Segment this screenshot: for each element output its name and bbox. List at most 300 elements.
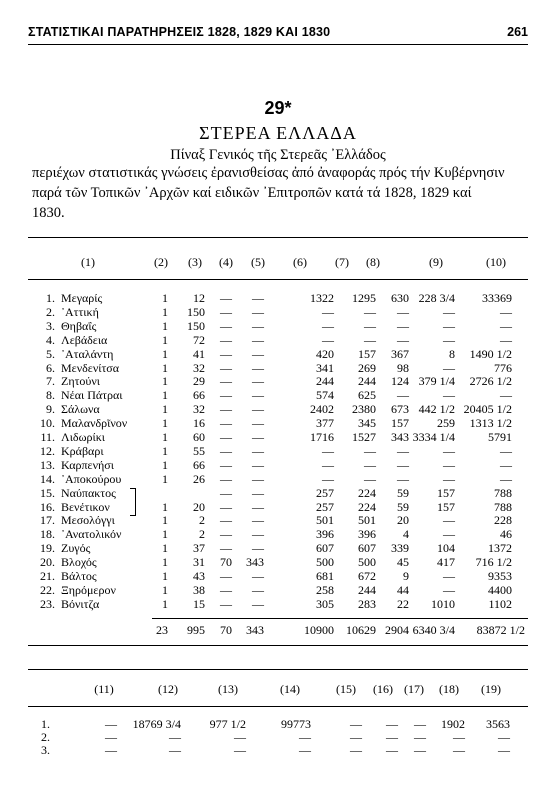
col-3: 66 <box>193 458 205 472</box>
col-3: 37 <box>193 541 205 555</box>
row-number: 12. <box>40 444 55 458</box>
col-2: 1 <box>162 583 168 597</box>
col-6: 341 <box>316 361 334 375</box>
col-4: — <box>220 291 232 305</box>
row-number: 5. <box>46 347 55 361</box>
col-7: 625 <box>358 388 376 402</box>
col-2: 1 <box>162 374 168 388</box>
col-6: — <box>322 472 334 486</box>
col-8: 22 <box>397 597 409 611</box>
col-10: 5791 <box>488 430 512 444</box>
row-number: 1. <box>46 291 55 305</box>
col-6: 2402 <box>310 402 334 416</box>
col-3: 29 <box>193 374 205 388</box>
col-17: — <box>414 743 426 757</box>
col-3: 31 <box>193 555 205 569</box>
col-9: — <box>443 583 455 597</box>
column-header: (13) <box>218 682 238 696</box>
column-header: (7) <box>335 255 349 269</box>
col-12: — <box>169 743 181 757</box>
col-15: — <box>350 730 362 744</box>
intro-line: περιέχων στατιστικάς γνώσεις ἐρανισθείσας ἀπό ἀναφοράς πρός τήν Κυβέρνησιν <box>32 165 505 181</box>
col-4: — <box>220 458 232 472</box>
col-10: — <box>500 388 512 402</box>
col-11: — <box>105 717 117 731</box>
col-3: 150 <box>187 319 205 333</box>
column-header: (11) <box>94 682 114 696</box>
col-8: 124 <box>391 374 409 388</box>
row-number: 3. <box>41 743 50 757</box>
total-value: 2904 <box>385 623 409 637</box>
col-10: 33369 <box>482 291 512 305</box>
col-10: — <box>500 305 512 319</box>
total-value: 995 <box>187 623 205 637</box>
brace-mark <box>130 488 136 516</box>
col-7: 224 <box>358 486 376 500</box>
col-8: — <box>397 333 409 347</box>
col-2: 1 <box>162 555 168 569</box>
col-5: — <box>252 319 264 333</box>
col-7: 396 <box>358 527 376 541</box>
row-number: 3. <box>46 319 55 333</box>
col-5: — <box>252 597 264 611</box>
col-4: — <box>220 361 232 375</box>
col-5: — <box>252 541 264 555</box>
col-5: — <box>252 583 264 597</box>
table1-top-rule <box>28 237 528 238</box>
col-13: — <box>234 743 246 757</box>
col-7: 269 <box>358 361 376 375</box>
col-18: — <box>453 730 465 744</box>
place-name: ᾿Αττική <box>61 305 99 319</box>
col-8: 20 <box>397 513 409 527</box>
col-6: 420 <box>316 347 334 361</box>
row-number: 13. <box>40 458 55 472</box>
col-2: 1 <box>162 541 168 555</box>
col-8: 339 <box>391 541 409 555</box>
row-number: 21. <box>40 569 55 583</box>
col-9: — <box>443 319 455 333</box>
col-18: 1902 <box>441 717 465 731</box>
col-3: 32 <box>193 402 205 416</box>
col-7: 157 <box>358 347 376 361</box>
place-name: ᾿Ανατολικόν <box>61 527 122 541</box>
col-7: — <box>364 444 376 458</box>
running-head <box>28 25 528 41</box>
row-number: 17. <box>40 513 55 527</box>
row-number: 10. <box>40 416 55 430</box>
col-8: 343 <box>391 430 409 444</box>
col-4: 70 <box>220 555 232 569</box>
col-6: 681 <box>316 569 334 583</box>
column-header: (14) <box>280 682 300 696</box>
col-10: 20405 1/2 <box>463 402 512 416</box>
col-14: 99773 <box>281 717 311 731</box>
col-8: 367 <box>391 347 409 361</box>
col-8: — <box>397 472 409 486</box>
col-10: — <box>500 458 512 472</box>
col-9: 104 <box>437 541 455 555</box>
col-7: 283 <box>358 597 376 611</box>
col-8: 673 <box>391 402 409 416</box>
column-header: (10) <box>486 255 506 269</box>
intro-line: παρά τῶν Τοπικῶν ᾿Αρχῶν καί ειδικῶν ᾿Επιτροπῶν κατά τά 1828, 1829 καί <box>32 185 472 201</box>
region-title: ΣΤΕΡΕΑ ΕΛΛΑΔΑ <box>199 123 357 143</box>
column-header: (15) <box>336 682 356 696</box>
col-5: — <box>252 500 264 514</box>
column-header: (9) <box>429 255 443 269</box>
col-8: 4 <box>403 527 409 541</box>
row-number: 2. <box>41 730 50 744</box>
row-number: 15. <box>40 486 55 500</box>
total-value: 343 <box>246 623 264 637</box>
place-name: Νέαι Πάτραι <box>61 388 123 402</box>
col-9: — <box>443 527 455 541</box>
row-number: 22. <box>40 583 55 597</box>
col-5: — <box>252 472 264 486</box>
column-header: (12) <box>158 682 178 696</box>
col-2: 1 <box>162 458 168 472</box>
table2-header-rule <box>28 706 528 707</box>
col-17: — <box>414 717 426 731</box>
col-11: — <box>105 743 117 757</box>
col-6: 1322 <box>310 291 334 305</box>
col-7: 345 <box>358 416 376 430</box>
col-8: — <box>397 388 409 402</box>
col-5: — <box>252 333 264 347</box>
col-4: — <box>220 597 232 611</box>
place-name: ᾿Αποκούρου <box>61 472 122 486</box>
intro-line: 1830. <box>32 205 65 221</box>
col-3: 16 <box>193 416 205 430</box>
col-6: 574 <box>316 388 334 402</box>
place-name: ᾿Αταλάντη <box>61 347 114 361</box>
col-18: — <box>453 743 465 757</box>
col-9: 8 <box>449 347 455 361</box>
col-10: 1372 <box>488 541 512 555</box>
col-6: — <box>322 444 334 458</box>
place-name: Λεβάδεια <box>61 333 108 347</box>
col-7: 1527 <box>352 430 376 444</box>
col-7: — <box>364 472 376 486</box>
row-number: 23. <box>40 597 55 611</box>
col-10: 788 <box>494 500 512 514</box>
col-4: — <box>220 374 232 388</box>
column-header: (8) <box>366 255 380 269</box>
col-16: — <box>386 730 398 744</box>
col-6: — <box>322 319 334 333</box>
col-3: 32 <box>193 361 205 375</box>
col-3: 38 <box>193 583 205 597</box>
row-number: 7. <box>46 374 55 388</box>
col-12: — <box>169 730 181 744</box>
col-4: — <box>220 333 232 347</box>
col-10: — <box>500 472 512 486</box>
document-number: 29* <box>264 98 292 118</box>
row-number: 2. <box>46 305 55 319</box>
row-number: 8. <box>46 388 55 402</box>
col-6: 501 <box>316 513 334 527</box>
column-header: (18) <box>439 682 459 696</box>
row-number: 19. <box>40 541 55 555</box>
col-15: — <box>350 743 362 757</box>
col-4: — <box>220 486 232 500</box>
col-2: 1 <box>162 527 168 541</box>
row-number: 11. <box>40 430 55 444</box>
col-2: 1 <box>162 347 168 361</box>
column-header: (1) <box>81 255 95 269</box>
col-8: — <box>397 458 409 472</box>
col-9: 259 <box>437 416 455 430</box>
col-9: — <box>443 513 455 527</box>
col-8: 44 <box>397 583 409 597</box>
col-8: 9 <box>403 569 409 583</box>
col-2: 1 <box>162 444 168 458</box>
total-value: 70 <box>220 623 232 637</box>
col-5: — <box>252 458 264 472</box>
col-3: 2 <box>199 513 205 527</box>
col-2: 1 <box>162 416 168 430</box>
row-number: 18. <box>40 527 55 541</box>
col-7: — <box>364 333 376 347</box>
col-3: 15 <box>193 597 205 611</box>
col-5: — <box>252 444 264 458</box>
col-7: 501 <box>358 513 376 527</box>
col-3: 41 <box>193 347 205 361</box>
place-name: Μεγαρίς <box>61 291 103 305</box>
col-9: — <box>443 305 455 319</box>
col-10: 788 <box>494 486 512 500</box>
header-rule <box>28 44 528 45</box>
place-name: Μεσολόγγι <box>61 513 115 527</box>
row-number: 20. <box>40 555 55 569</box>
col-9: 3334 1/4 <box>412 430 455 444</box>
col-9: — <box>443 569 455 583</box>
col-9: 1010 <box>431 597 455 611</box>
place-name: Λιδωρίκι <box>61 430 105 444</box>
col-10: — <box>500 319 512 333</box>
place-name: Ναύπακτος <box>61 486 116 500</box>
place-name: Βλοχός <box>61 555 97 569</box>
place-name: Καρπενήσι <box>61 458 114 472</box>
col-16: — <box>386 743 398 757</box>
col-15: — <box>350 717 362 731</box>
col-5: — <box>252 527 264 541</box>
col-8: 59 <box>397 486 409 500</box>
total-value: 83872 1/2 <box>476 623 525 637</box>
table-subtitle: Πίναξ Γενικός τῆς Στερεᾶς ᾿Ελλάδος <box>170 147 386 163</box>
total-value: 10900 <box>304 623 334 637</box>
place-name: Ξηρόμερον <box>61 583 116 597</box>
row-number: 9. <box>46 402 55 416</box>
col-9: 379 1/4 <box>418 374 455 388</box>
col-19: — <box>498 730 510 744</box>
running-head-title: ΣΤΑΤΙΣΤΙΚΑΙ ΠΑΡΑΤΗΡΗΣΕΙΣ 1828, 1829 ΚΑΙ 1830 <box>28 25 331 39</box>
place-name: Βόνιτζα <box>61 597 100 611</box>
col-3: 26 <box>193 472 205 486</box>
col-5: — <box>252 430 264 444</box>
col-19: 3563 <box>486 717 510 731</box>
col-13: — <box>234 730 246 744</box>
column-header: (16) <box>373 682 393 696</box>
col-2: 1 <box>162 388 168 402</box>
col-5: — <box>252 305 264 319</box>
col-19: — <box>498 743 510 757</box>
column-header: (4) <box>219 255 233 269</box>
col-2: 1 <box>162 319 168 333</box>
col-4: — <box>220 388 232 402</box>
col-10: 1490 1/2 <box>469 347 512 361</box>
col-5: — <box>252 513 264 527</box>
col-4: — <box>220 472 232 486</box>
col-17: — <box>414 730 426 744</box>
col-5: — <box>252 361 264 375</box>
col-10: 1313 1/2 <box>469 416 512 430</box>
col-4: — <box>220 444 232 458</box>
col-10: 46 <box>500 527 512 541</box>
col-8: — <box>397 319 409 333</box>
col-8: 59 <box>397 500 409 514</box>
place-name: Βενέτικον <box>61 500 110 514</box>
col-4: — <box>220 347 232 361</box>
col-10: — <box>500 333 512 347</box>
col-3: 12 <box>193 291 205 305</box>
col-3: 60 <box>193 430 205 444</box>
col-7: 1295 <box>352 291 376 305</box>
col-9: 228 3/4 <box>418 291 455 305</box>
col-6: 500 <box>316 555 334 569</box>
intro-paragraph <box>32 163 528 223</box>
col-8: — <box>397 444 409 458</box>
col-6: 607 <box>316 541 334 555</box>
col-9: 157 <box>437 486 455 500</box>
col-9: — <box>443 333 455 347</box>
col-4: — <box>220 319 232 333</box>
col-3: 66 <box>193 388 205 402</box>
table1-bottom-rule <box>28 645 528 646</box>
col-6: — <box>322 458 334 472</box>
col-9: 442 1/2 <box>418 402 455 416</box>
place-name: Κράβαρι <box>61 444 104 458</box>
col-2: 1 <box>162 569 168 583</box>
col-10: — <box>500 444 512 458</box>
col-8: 157 <box>391 416 409 430</box>
col-6: 377 <box>316 416 334 430</box>
col-2: 1 <box>162 597 168 611</box>
col-3: 55 <box>193 444 205 458</box>
col-9: — <box>443 458 455 472</box>
col-5: 343 <box>246 555 264 569</box>
col-10: 2726 1/2 <box>469 374 512 388</box>
col-5: — <box>252 347 264 361</box>
col-9: — <box>443 361 455 375</box>
col-7: 244 <box>358 583 376 597</box>
col-4: — <box>220 541 232 555</box>
col-6: 305 <box>316 597 334 611</box>
col-6: 396 <box>316 527 334 541</box>
col-7: 224 <box>358 500 376 514</box>
col-7: — <box>364 305 376 319</box>
col-2: 1 <box>162 472 168 486</box>
place-name: Ζυγός <box>61 541 91 555</box>
col-3: 150 <box>187 305 205 319</box>
col-5: — <box>252 374 264 388</box>
col-3: 2 <box>199 527 205 541</box>
col-7: 607 <box>358 541 376 555</box>
col-3: 43 <box>193 569 205 583</box>
col-8: — <box>397 305 409 319</box>
col-4: — <box>220 527 232 541</box>
col-2: 1 <box>162 305 168 319</box>
col-16: — <box>386 717 398 731</box>
col-6: — <box>322 333 334 347</box>
column-header: (3) <box>188 255 202 269</box>
col-9: — <box>443 472 455 486</box>
col-8: 45 <box>397 555 409 569</box>
col-4: — <box>220 500 232 514</box>
col-6: 257 <box>316 500 334 514</box>
col-6: — <box>322 305 334 319</box>
col-5: — <box>252 402 264 416</box>
col-7: 244 <box>358 374 376 388</box>
col-10: 228 <box>494 513 512 527</box>
col-4: — <box>220 416 232 430</box>
table1-header-rule <box>28 279 528 280</box>
place-name: Θηβαΐς <box>61 319 97 333</box>
col-9: 157 <box>437 500 455 514</box>
column-header: (6) <box>293 255 307 269</box>
col-7: — <box>364 458 376 472</box>
col-3: 20 <box>193 500 205 514</box>
col-4: — <box>220 569 232 583</box>
table1-total-rule <box>152 618 528 619</box>
col-2: 1 <box>162 430 168 444</box>
col-3: 72 <box>193 333 205 347</box>
place-name: Σάλωνα <box>61 402 100 416</box>
col-10: 4400 <box>488 583 512 597</box>
place-name: Βάλτος <box>61 569 97 583</box>
total-value: 10629 <box>346 623 376 637</box>
place-name: Μαλανδρῖνον <box>61 416 128 430</box>
col-9: 417 <box>437 555 455 569</box>
row-number: 16. <box>40 500 55 514</box>
col-5: — <box>252 291 264 305</box>
col-5: — <box>252 416 264 430</box>
col-14: — <box>299 743 311 757</box>
col-4: — <box>220 583 232 597</box>
total-value: 6340 3/4 <box>412 623 455 637</box>
col-9: — <box>443 444 455 458</box>
row-number: 6. <box>46 361 55 375</box>
col-12: 18769 3/4 <box>132 717 181 731</box>
col-10: 776 <box>494 361 512 375</box>
total-value: 23 <box>156 623 168 637</box>
col-6: 244 <box>316 374 334 388</box>
row-number: 4. <box>46 333 55 347</box>
row-number: 14. <box>40 472 55 486</box>
col-13: 977 1/2 <box>209 717 246 731</box>
col-10: 1102 <box>488 597 512 611</box>
col-14: — <box>299 730 311 744</box>
col-4: — <box>220 513 232 527</box>
column-header: (2) <box>154 255 168 269</box>
col-2: 1 <box>162 333 168 347</box>
col-7: — <box>364 319 376 333</box>
col-2: 1 <box>162 361 168 375</box>
row-number: 1. <box>41 717 50 731</box>
col-5: — <box>252 388 264 402</box>
place-name: Ζητούνι <box>61 374 101 388</box>
